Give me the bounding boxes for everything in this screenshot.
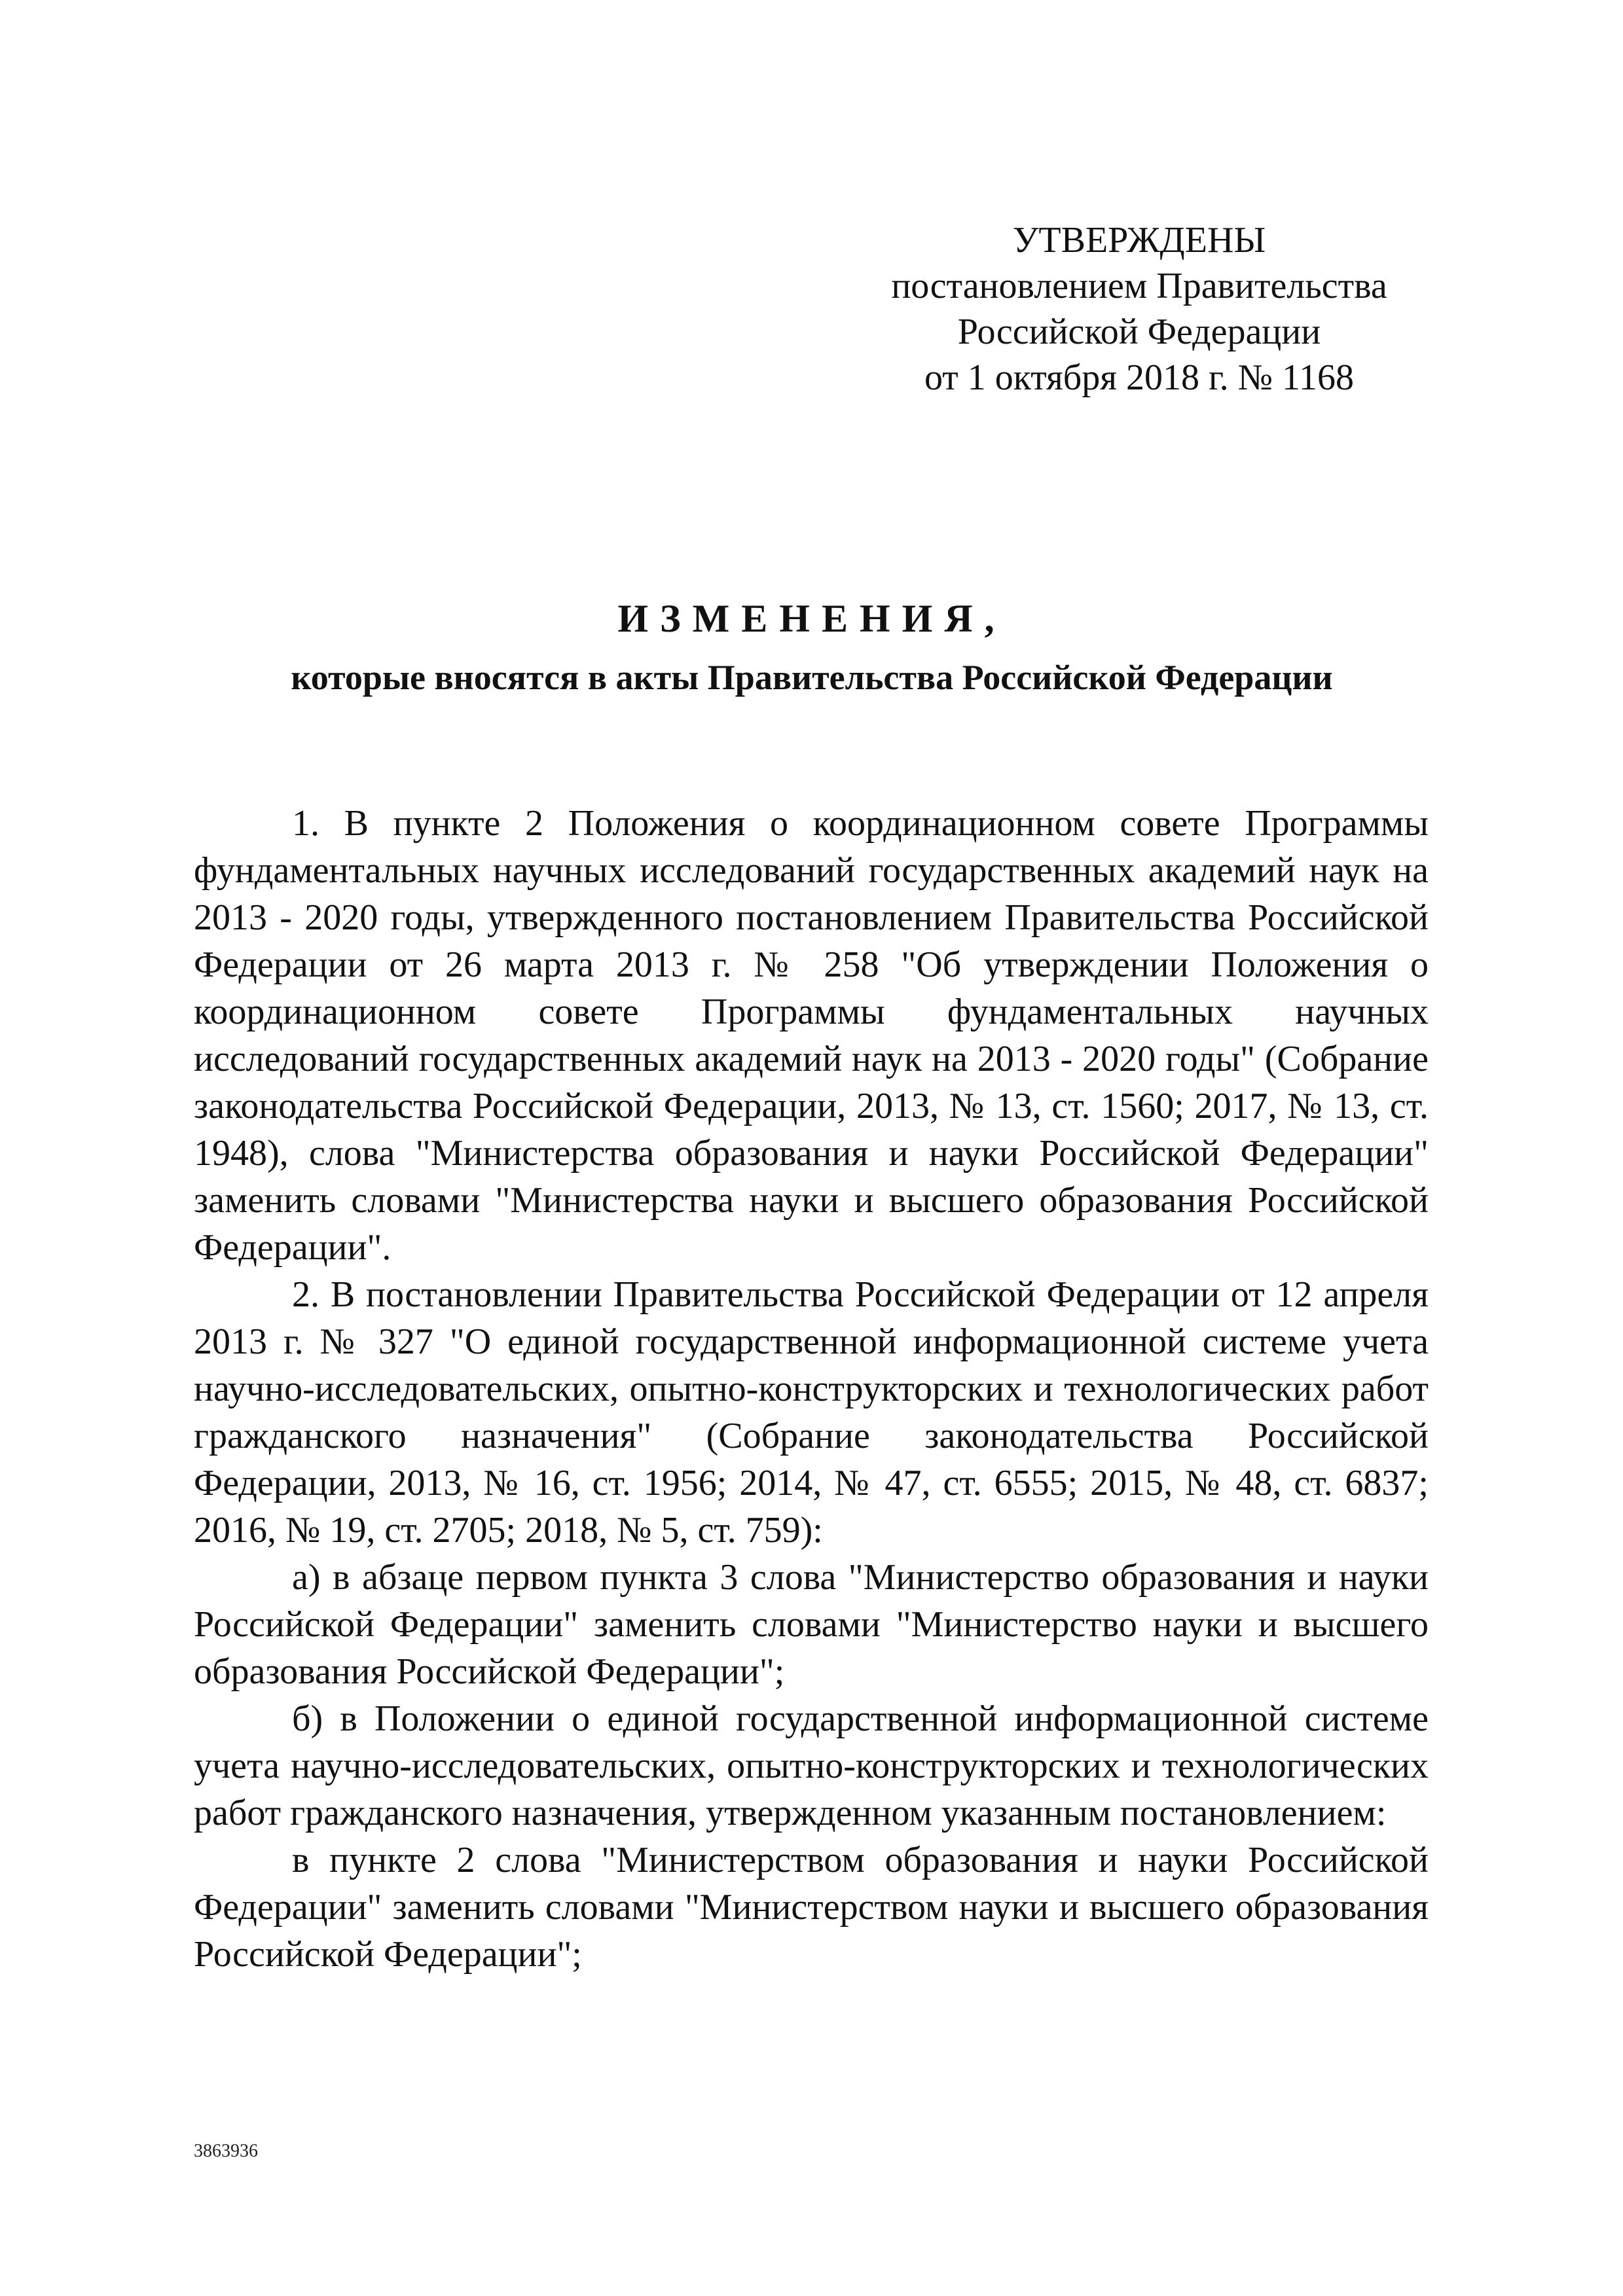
paragraph-2b-item: в пункте 2 слова "Министерством образования и науки Российской Федерации" заменить словами "Министерством науки и высшего образования Российской Федерации"; <box>194 1840 1429 1975</box>
paragraph-2a: а) в абзаце первом пункта 3 слова "Министерство образования и науки Российской Федерации" заменить словами "Министерство науки и высшего образования Российской Федерации"; <box>194 1557 1429 1692</box>
approval-country: Российской Федерации <box>957 312 1321 352</box>
approval-block <box>851 217 1427 401</box>
paragraph-2b: б) в Положении о единой государственной информационной системе учета научно-исследовательских, опытно-конструкторских и технологических работ гражданского назначения, утвержденном указанным постановлением: <box>194 1698 1429 1833</box>
approval-heading: УТВЕРЖДЕНЫ <box>1012 220 1266 260</box>
document-subtitle: которые вносятся в акты Правительства Российской Федерации <box>291 658 1333 697</box>
paragraph-2: 2. В постановлении Правительства Российской Федерации от 12 апреля 2013 г. № 327 "О единой государственной информационной системе учета научно-исследовательских, опытно-конструкторских и технологических работ гражданского назначения" (Собрание законодательства Российской Федерации, 2013, № 16, ст. 1956; 2014, № 47, ст. 6555; 2015, № 48, ст. 6837; 2016, № 19, ст. 2705; 2018, № 5, ст. 759): <box>194 1274 1429 1551</box>
document-number: 3863936 <box>194 2141 258 2161</box>
document-body <box>194 800 1429 1978</box>
paragraph-1: 1. В пункте 2 Положения о координационном совете Программы фундаментальных научных исследований государственных академий наук на 2013 - 2020 годы, утвержденного постановлением Правительства Российской Федерации от 26 марта 2013 г. № 258 "Об утверждении Положения о координационном совете Программы фундаментальных научных исследований государственных академий наук на 2013 - 2020 годы" (Собрание законодательства Российской Федерации, 2013, № 13, ст. 1560; 2017, № 13, ст. 1948), слова "Министерства образования и науки Российской Федерации" заменить словами "Министерства науки и высшего образования Российской Федерации". <box>194 803 1429 1268</box>
document-title: ИЗМЕНЕНИЯ, <box>617 597 1006 640</box>
approval-by-resolution: постановлением Правительства <box>891 266 1387 306</box>
document-heading <box>196 592 1427 701</box>
approval-date-number: от 1 октября 2018 г. № 1168 <box>924 357 1354 398</box>
